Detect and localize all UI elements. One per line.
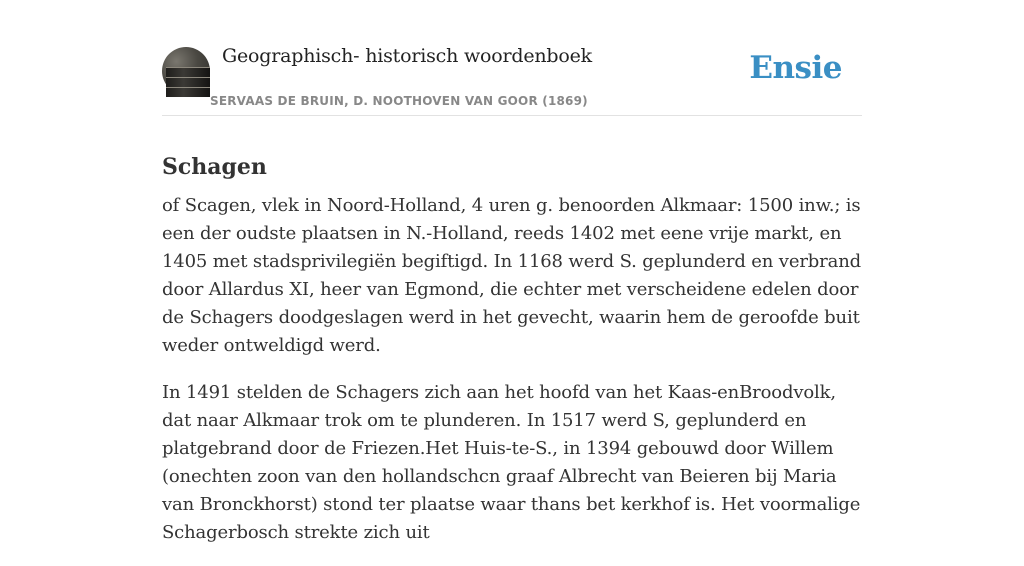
entry-paragraph: In 1491 stelden de Schagers zich aan het hoofd van het Kaas-enBroodvolk, dat naar Alkmaar trok om te plunderen. In 1517 werd S, geplunderd en platgebrand door de Friezen.Het Huis-te-S., in 1394 gebouwd door Willem (onechten zoon van den hollandschcn graaf Albrecht van Beieren bij Maria van Bronckhorst) stond ter plaatse waar thans bet kerkhof is. Het voormalige Schagerbosch strekte zich uit <box>162 382 861 543</box>
ensie-logo-link[interactable]: Ensie <box>749 50 842 86</box>
book-authors: SERVAAS DE BRUIN, D. NOOTHOVEN VAN GOOR (1869) <box>210 94 588 108</box>
entry-title: Schagen <box>162 153 267 180</box>
content-container <box>162 0 862 543</box>
entry-paragraph: of Scagen, vlek in Noord-Holland, 4 uren g. benoorden Alkmaar: 1500 inw.; is een der oudste plaatsen in N.-Holland, reeds 1402 met eene vrije markt, en 1405 met stadsprivilegiën begiftigd. In 1168 werd S. geplunderd en verbrand door Allardus XI, heer van Egmond, die echter met verscheidene edelen door de Schagers doodgeslagen werd in het gevecht, waarin hem de geroofde buit weder ontweldigd werd. <box>162 195 862 356</box>
book-header <box>162 0 862 116</box>
book-title-link[interactable]: Geographisch- historisch woordenboek <box>222 45 592 67</box>
entry-body <box>162 192 862 566</box>
book-stack-icon[interactable] <box>162 47 210 95</box>
